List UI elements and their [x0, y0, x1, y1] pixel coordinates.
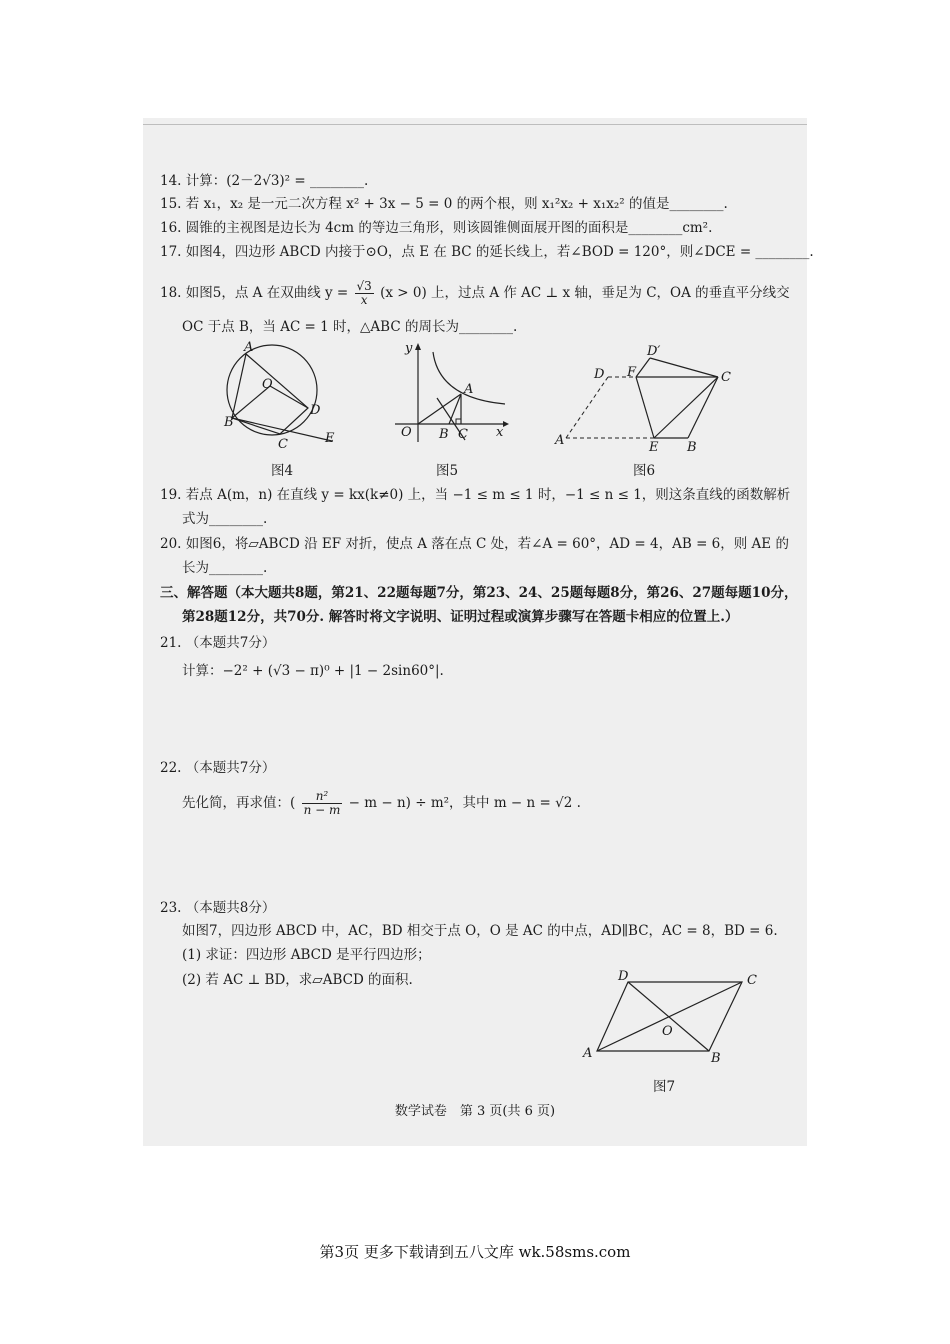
label-e: E	[325, 431, 335, 446]
question-number: 20.	[160, 536, 182, 552]
fraction-numerator: n²	[302, 790, 343, 804]
label-c: C	[721, 370, 731, 385]
figure-4	[220, 338, 350, 453]
question-number: 22.	[160, 760, 182, 776]
question-14	[160, 172, 368, 190]
question-23	[160, 899, 275, 917]
label-x: x	[496, 425, 504, 440]
figure-7	[578, 970, 768, 1070]
right-angle-mark	[456, 419, 461, 424]
dashed-ad	[566, 377, 608, 438]
label-d: D	[310, 403, 321, 418]
segment-fe	[636, 377, 654, 438]
question-21	[160, 634, 275, 652]
label-a: A	[244, 340, 254, 355]
question-score: （本题共8分）	[185, 900, 276, 916]
label-a: A	[583, 1046, 593, 1061]
question-22-text	[182, 790, 581, 817]
x-arrow-icon	[503, 421, 509, 427]
question-19	[160, 486, 790, 504]
question-text: 如图4，四边形 ABCD 内接于⊙O，点 E 在 BC 的延长线上，若∠BOD = 120°，则∠DCE = ________.	[185, 244, 814, 260]
question-23-text: 如图7，四边形 ABCD 中，AC，BD 相交于点 O，O 是 AC 的中点，AD∥BC，AC = 8，BD = 6.	[182, 923, 778, 939]
question-number: 23.	[160, 900, 182, 916]
label-b: B	[687, 440, 697, 455]
label-a: A	[555, 433, 565, 448]
label-b: B	[224, 415, 234, 430]
label-y: y	[405, 341, 413, 356]
top-rule	[143, 124, 807, 125]
section-title: 三、解答题	[160, 585, 228, 601]
diagonal-bd	[628, 982, 709, 1051]
question-21-text: 计算：−2² + (√3 − π)⁰ + |1 − 2sin60°|.	[182, 663, 444, 679]
site-footer: 第3页 更多下载请到五八文库 wk.58sms.com	[319, 1243, 631, 1261]
label-b: B	[439, 427, 449, 442]
question-17	[160, 243, 814, 261]
question-number: 16.	[160, 220, 182, 236]
question-text: 若点 A(m，n) 在直线 y = kx(k≠0) 上，当 −1 ≤ m ≤ 1 时，−1 ≤ n ≤ 1，则这条直线的函数解析	[185, 487, 791, 503]
segment-bc	[688, 377, 718, 438]
fraction-denominator: n − m	[303, 803, 341, 817]
question-number: 15.	[160, 196, 182, 212]
page-footer: 数学试卷 第 3 页(共 6 页)	[394, 1104, 556, 1119]
quadrilateral-abcd	[232, 354, 308, 434]
fraction-numerator: √3	[356, 279, 372, 293]
segment-d-prime-c	[650, 358, 718, 377]
section-3-heading	[160, 584, 797, 602]
label-d: D	[618, 970, 629, 984]
question-number: 17.	[160, 244, 182, 260]
question-text: 若 x₁，x₂ 是一元二次方程 x² + 3x − 5 = 0 的两个根，则 x₁²x₂ + x₁x₂² 的值是________.	[185, 196, 728, 212]
question-19-line2: 式为________.	[182, 511, 268, 527]
question-15	[160, 195, 728, 213]
diagonal-ac	[597, 982, 742, 1051]
label-o: O	[262, 377, 273, 392]
question-18	[160, 280, 790, 307]
figure-4-caption: 图4	[271, 463, 294, 479]
question-text: 如图6，将▱ABCD 沿 EF 对折，使点 A 落在点 C 处，若∠A = 60°，AD = 4，AB = 6，则 AE 的	[185, 536, 789, 552]
figure-5	[385, 338, 510, 450]
label-d-prime: D′	[647, 344, 661, 359]
question-score: （本题共7分）	[185, 635, 276, 651]
question-text: 如图5，点 A 在双曲线 y =	[185, 285, 349, 301]
question-text: (x > 0) 上，过点 A 作 AC ⊥ x 轴，垂足为 C，OA 的垂直平分线交	[380, 285, 790, 301]
label-o: O	[662, 1024, 673, 1039]
y-arrow-icon	[415, 343, 421, 350]
fraction-denominator: x	[360, 293, 368, 307]
label-c: C	[278, 437, 288, 452]
question-number: 18.	[160, 285, 182, 301]
figure-6-caption: 图6	[633, 463, 656, 479]
label-d: D	[594, 367, 605, 382]
question-22	[160, 759, 275, 777]
question-23-part2: (2) 若 AC ⊥ BD，求▱ABCD 的面积.	[182, 972, 413, 988]
question-16	[160, 219, 712, 237]
label-c: C	[458, 427, 468, 442]
question-20	[160, 535, 789, 553]
question-number: 19.	[160, 487, 182, 503]
label-a: A	[464, 382, 474, 397]
section-instructions: （本大题共8题，第21、22题每题7分，第23、24、25题每题8分，第26、27题每题10分，	[227, 585, 798, 601]
figure-6	[552, 340, 742, 455]
fraction	[355, 280, 374, 307]
label-c: C	[747, 973, 757, 988]
label-f: F	[627, 365, 637, 380]
question-number: 21.	[160, 635, 182, 651]
label-e: E	[649, 440, 659, 455]
question-18-line2: OC 于点 B，当 AC = 1 时，△ABC 的周长为________.	[182, 319, 518, 335]
question-text: 圆锥的主视图是边长为 4cm 的等边三角形，则该圆锥侧面展开图的面积是________cm².	[185, 220, 713, 236]
fraction	[302, 790, 343, 817]
label-b: B	[711, 1051, 721, 1066]
question-text: − m − n) ÷ m²，其中 m − n = √2 .	[348, 795, 581, 811]
figure-5-caption: 图5	[436, 463, 459, 479]
question-text: 计算：(2－2√3)² = ________.	[185, 173, 369, 189]
segment-fd-prime	[636, 358, 650, 377]
label-o: O	[401, 425, 412, 440]
question-number: 14.	[160, 173, 182, 189]
segment-od	[270, 386, 308, 408]
section-instructions-line2: 第28题12分，共70分. 解答时将文字说明、证明过程或演算步骤写在答题卡相应的位置上.）	[182, 609, 739, 625]
figure-7-caption: 图7	[653, 1079, 676, 1095]
question-score: （本题共7分）	[185, 760, 276, 776]
segment-ec	[654, 377, 718, 438]
question-23-part1: (1) 求证：四边形 ABCD 是平行四边形；	[182, 947, 431, 963]
question-text: 先化简，再求值：(	[182, 795, 296, 811]
question-20-line2: 长为________.	[182, 560, 268, 576]
